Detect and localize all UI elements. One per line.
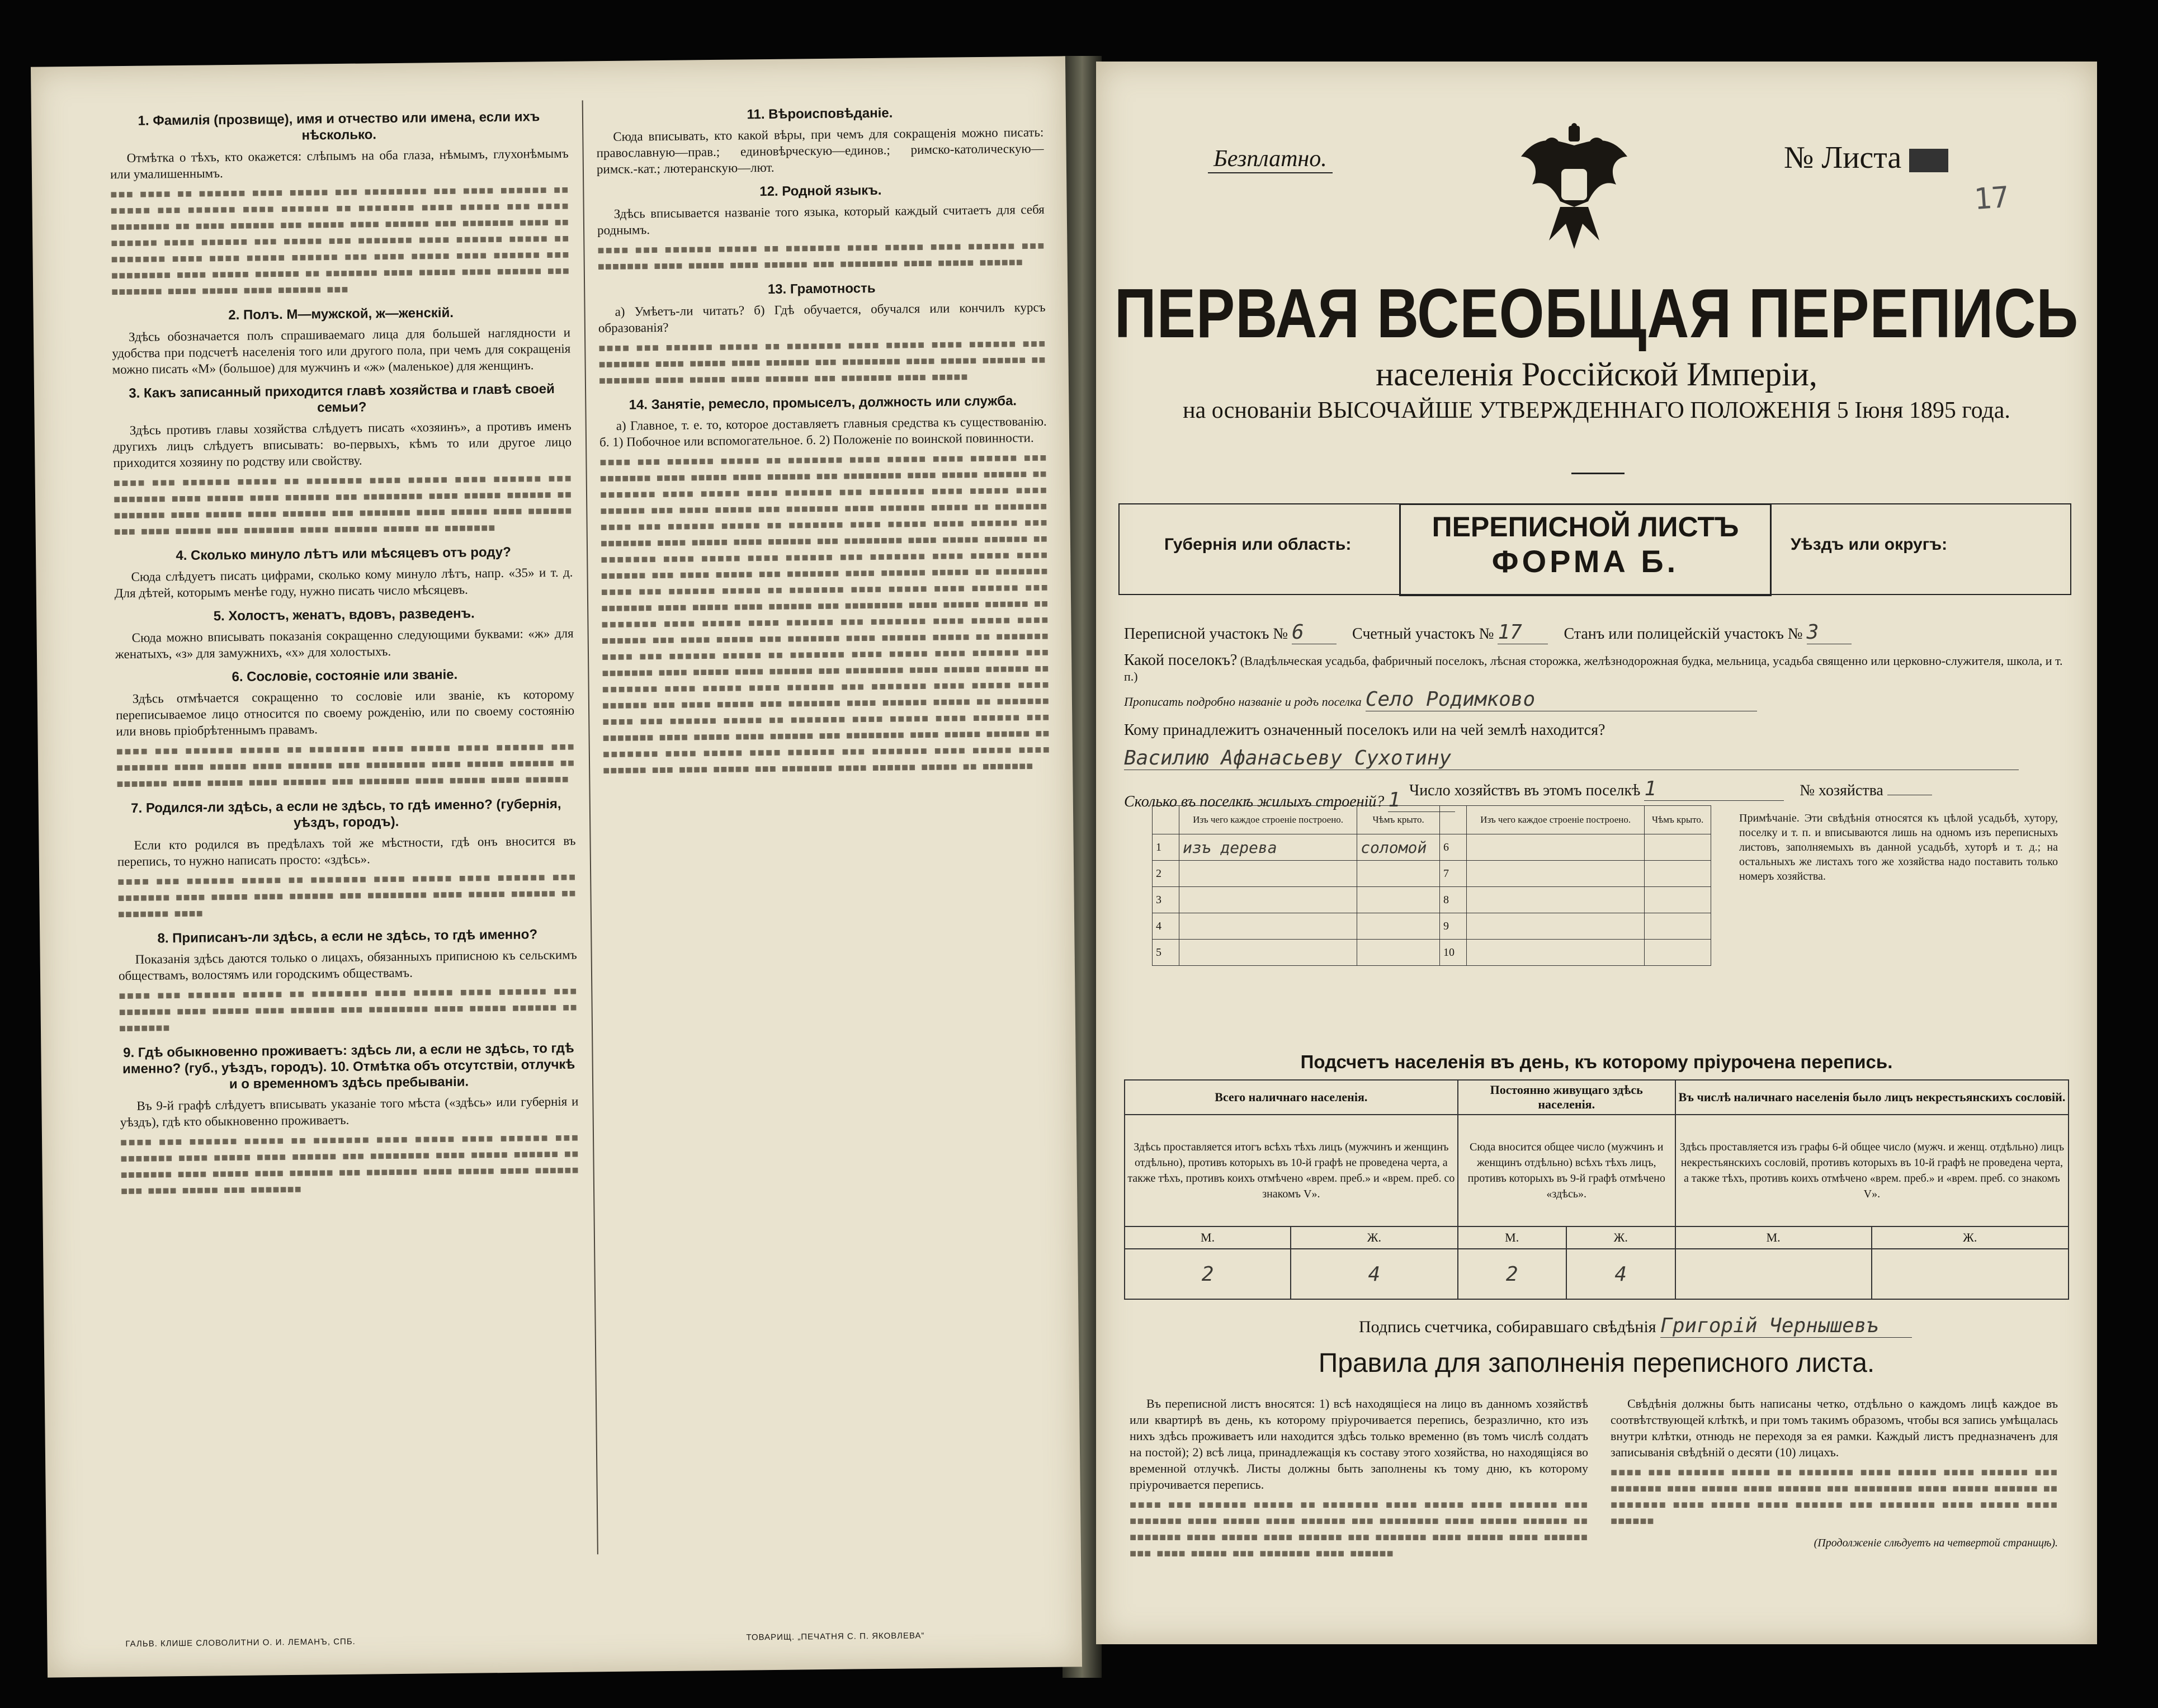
page-title: ПЕРВАЯ ВСЕОБЩАЯ ПЕРЕПИСЬ bbox=[1114, 275, 2079, 353]
section-heading: 13. Грамотность bbox=[767, 280, 876, 297]
small-print-block: ■■■■ ■■■ ■■■■■■ ■■■■■ ■■ ■■■■■■■ ■■■■ ■■■■■ ■■■■ ■■■■■■ ■■■ ■■■■■■■ ■■■■ ■■■■■ ■■■■ ■■■■■■ ■■■ ■■■■■■■■ ■■■■ ■■■■■ ■■■■■■ ■■ ■■■■■■■ ■■■■ ■■■■■ ■■■■ ■■■■■■ ■■■ ■■■■■■■ ■■■■ ■■■■■ ■■■■ ■■■■■■ ■■■ ■■■■ ■■■■■ ■■■ ■■■■■■■ ■■■■ ■■■■■■ bbox=[1130, 1499, 1588, 1560]
count-cell[interactable]: 4 bbox=[1291, 1249, 1458, 1299]
households-value: 1 bbox=[1644, 777, 1784, 801]
sheet-number-handwritten: 17 bbox=[1972, 180, 2010, 217]
instructions-column-1 bbox=[110, 101, 580, 1205]
double-headed-eagle-emblem bbox=[1515, 123, 1633, 252]
form-title-box bbox=[1399, 503, 1772, 596]
population-count-table: Всего наличнаго населенія. Постоянно живущаго здѣсь населенія. Въ числѣ наличнаго населенія было лицъ некрестьянскихъ сословій. Здѣсь проставляется итогъ всѣхъ тѣхъ лицъ (мужчинъ и женщинъ отдѣльно), противъ которыхъ въ 10-й графѣ не проведена черта, а также тѣхъ, противъ коихъ отмѣчено «врем. преб.» и «врем. преб. со знакомъ V». Сюда вносится общее число (мужчинъ и женщинъ отдѣльно) всѣхъ тѣхъ лицъ, противъ которыхъ въ 9-й графѣ отмѣчено «здѣсь». Здѣсь проставляется изъ графы 6-й общее число (мужч. и женщ. отдѣльно) лицъ некрестьянскихъ сословій, противъ которыхъ въ 10-й графѣ не проведена черта, а также тѣхъ, противъ коихъ отмѣчено «врем. преб.» и «врем. преб. со знакомъ V». М. Ж. М. Ж. М. Ж. 2 4 2 4 bbox=[1124, 1079, 2069, 1300]
small-print-block: ■■■■ ■■■ ■■■■■■ ■■■■■ ■■ ■■■■■■■ ■■■■ ■■■■■ ■■■■ ■■■■■■ ■■■ ■■■■■■■ ■■■■ ■■■■■ ■■■■ ■■■■■■ ■■■ ■■■■■■■■ ■■■■ ■■■■■ ■■■■■■ ■■ ■■■■■■■ ■■■■ ■■■■■ ■■■■ ■■■■■■ ■■■ ■■■■■■■ ■■■■ ■■■■■ ■■■■ ■■■■■■ ■■■ ■■■■ ■■■■■ ■■■ ■■■■■■■ ■■■■ ■■■■■■ ■■■■■ ■■ ■■■■■■■ bbox=[113, 472, 573, 539]
rules-column-1: Въ переписной листъ вносятся: 1) всѣ находящіеся на лицо въ данномъ хозяйствѣ или квартирѣ въ день, къ которому пріурочивается перепись, безразлично, кто изъ нихъ здѣсь проживаетъ или находится здѣсь только временно (въ томъ числѣ солдатъ на постой); 2) всѣ лица, принадлежащія къ составу этого хозяйства, но находящіяся во временной отлучкѣ. Листы должны быть заполнены къ тому дню, къ которому пріурочивается перепись. ■■■■ ■■■ ■■■■■■ ■■■■■ ■■ ■■■■■■■ ■■■■ ■■■■■ ■■■■ ■■■■■■ ■■■ ■■■■■■■ ■■■■ ■■■■■ ■■■■ ■■■■■■ ■■■ ■■■■■■■■ ■■■■ ■■■■■ ■■■■■■ ■■ ■■■■■■■ ■■■■ ■■■■■ ■■■■ ■■■■■■ ■■■ ■■■■■■■ ■■■■ ■■■■■ ■■■■ ■■■■■■ ■■■ ■■■■ ■■■■■ ■■■ ■■■■■■■ ■■■■ ■■■■■■ bbox=[1130, 1395, 1588, 1568]
divider bbox=[1571, 473, 1625, 474]
section-text: Здѣсь отмѣчается сокращенно то сословіе или званіе, къ которому переписываемое лицо относится по своему рожденію, или по своему состоянію или вновь пріобрѣтеннымъ правамъ. bbox=[115, 687, 575, 739]
section-text: Отмѣтка о тѣхъ, кто окажется: слѣпымъ на оба глаза, нѣмымъ, глухонѣмымъ или умалишеннымъ. bbox=[110, 146, 569, 182]
material-header: Изъ чего каждое строеніе построено. bbox=[1467, 806, 1645, 834]
form-header-frame bbox=[1118, 503, 2071, 595]
table-row: 5 10 bbox=[1153, 940, 1711, 966]
printer-imprint: ГАЛЬВ. КЛИШЕ СЛОВОЛИТНИ О. И. ЛЕМАНЪ, СПБ. bbox=[125, 1636, 356, 1649]
count-cell[interactable] bbox=[1675, 1249, 1872, 1299]
roof-header: Чѣмъ крыто. bbox=[1645, 806, 1711, 834]
printer-imprint: ТОВАРИЩ. „ПЕЧАТНЯ С. П. ЯКОВЛЕВА“ bbox=[746, 1631, 925, 1643]
section-heading: 9. Гдѣ обыкновенно проживаетъ: здѣсь ли, а если не здѣсь, то гдѣ именно? (губ., уѣздъ, городъ). 10. Отмѣтка объ отсутствіи, отлучкѣ и о временномъ здѣсь пребываніи. bbox=[122, 1040, 575, 1092]
small-print-block: ■■■■ ■■■ ■■■■■■ ■■■■■ ■■ ■■■■■■■ ■■■■ ■■■■■ ■■■■ ■■■■■■ ■■■ ■■■■■■■ ■■■■ ■■■■■ ■■■■ ■■■■■■ ■■■ ■■■■■■■■ ■■■■ ■■■■■ ■■■■■■ bbox=[597, 239, 1045, 273]
section-text: Здѣсь обозначается полъ спрашиваемаго лица для большей наглядности и удобства при подсчетѣ населенія того или другого пола, при чемъ для сокращенія можно писать «М» (большое) для мужчинъ и «ж» (маленькое) для женщинъ. bbox=[112, 325, 571, 377]
enumerator-signature-line: Подпись счетчика, собиравшаго свѣдѣнія Григорій Чернышевъ bbox=[1359, 1314, 1912, 1338]
owner-value: Василию Афанасьеву Сухотину bbox=[1124, 747, 2019, 770]
count-values-row bbox=[1125, 1249, 2069, 1299]
section-heading: 3. Какъ записанный приходится главѣ хозяйства и главѣ своей семьи? bbox=[129, 381, 555, 416]
section-text: Сюда вписывать, кто какой вѣры, при чемъ для сокращенія можно писать: православную—прав.; единовѣрческую—единов.; римско-католическую—римск.-кат.; лютеранскую—лют. bbox=[596, 125, 1044, 177]
small-print-block: ■■■■ ■■■ ■■■■■■ ■■■■■ ■■ ■■■■■■■ ■■■■ ■■■■■ ■■■■ ■■■■■■ ■■■ ■■■■■■■ ■■■■ ■■■■■ ■■■■ ■■■■■■ ■■■ ■■■■■■■■ ■■■■ ■■■■■ ■■■■■■ ■■ ■■■■■■■ ■■■■ ■■■■■ ■■■■ ■■■■■■ ■■■ ■■■■■■■ ■■■■ ■■■■■ ■■■■ ■■■■■■ ■■■ ■■■■ ■■■■■ ■■■ ■■■■■■■ bbox=[120, 1131, 579, 1198]
section-text: Здѣсь противъ главы хозяйства слѣдуетъ писать «хозяинъ», а противъ именъ другихъ лицъ слѣдуетъ вписывать: во-первыхъ, кѣмъ то или другое лицо приходится хозяину по родству или свойству. bbox=[112, 418, 572, 470]
building-material-cell[interactable]: изъ дерева bbox=[1179, 834, 1357, 861]
guberniya-label: Губернія или область: bbox=[1164, 535, 1352, 554]
section-text: Показанія здѣсь даются только о лицахъ, обязанныхъ приписною къ сельскимъ обществамъ, волостямъ или городскимъ обществамъ. bbox=[118, 947, 577, 983]
small-print-block: ■■■■ ■■■ ■■■■■■ ■■■■■ ■■ ■■■■■■■ ■■■■ ■■■■■ ■■■■ ■■■■■■ ■■■ ■■■■■■■ ■■■■ ■■■■■ ■■■■ ■■■■■■ ■■■ ■■■■■■■■ ■■■■ ■■■■■ ■■■■■■ ■■ ■■■■■■■ ■■■■ ■■■■■ ■■■■ ■■■■■■ ■■■ ■■■■■■■ ■■■■ ■■■■■ bbox=[598, 337, 1046, 388]
left-page-instructions bbox=[31, 56, 1082, 1677]
table-row: 2 7 bbox=[1153, 861, 1711, 887]
section-text: Сюда слѣдуетъ писать цифрами, сколько кому минуло лѣтъ, напр. «35» и т. д. Для дѣтей, которымъ менѣе году, нужно писать число мѣсяцевъ. bbox=[114, 565, 573, 601]
population-count-title: Подсчетъ населенія въ день, къ которому пріурочена перепись. bbox=[1300, 1051, 1893, 1072]
settlement-line: Какой поселокъ? (Владѣльческая усадьба, фабричный поселокъ, лѣсная сторожка, желѣзнодорожная будка, мельница, усадьба священно или церковно-служителя, школа, и т. п.) bbox=[1124, 652, 2063, 683]
column-divider bbox=[582, 100, 598, 1554]
section-heading: 14. Занятіе, ремесло, промыселъ, должность или служба. bbox=[629, 393, 1017, 413]
section-heading: 8. Приписанъ-ли здѣсь, а если не здѣсь, то гдѣ именно? bbox=[157, 927, 538, 946]
section-text: а) Главное, т. е. то, которое доставляетъ главныя средства къ существованію. б. 1) Побочное или вспомогательное. б. 2) Положеніе по воинской повинности. bbox=[599, 414, 1047, 450]
count-cell[interactable]: 4 bbox=[1566, 1249, 1675, 1299]
right-page-census-form bbox=[1096, 62, 2097, 1644]
section-heading: 5. Холостъ, женатъ, вдовъ, разведенъ. bbox=[213, 606, 475, 624]
rules-column-2: Свѣдѣнія должны быть написаны четко, отдѣльно о каждомъ лицѣ каждое въ соотвѣтствующей клѣткѣ, и при томъ такимъ образомъ, чтобы вся запись умѣщалась внутри клѣтки, отнюдь не переходя за ея рамки. Каждый листъ предназначенъ для записыванія свѣдѣній о десяти (10) лицахъ. ■■■■ ■■■ ■■■■■■ ■■■■■ ■■ ■■■■■■■ ■■■■ ■■■■■ ■■■■ ■■■■■■ ■■■ ■■■■■■■ ■■■■ ■■■■■ ■■■■ ■■■■■■ ■■■ ■■■■■■■■ ■■■■ ■■■■■ ■■■■■■ ■■ ■■■■■■■ ■■■■ ■■■■■ ■■■■ ■■■■■■ ■■■ ■■■■■■■ ■■■■ ■■■■■ ■■■■ ■■■■■■ (Продолженіе слѣдуетъ на четвертой страницѣ). bbox=[1611, 1395, 2058, 1551]
roof-header: Чѣмъ крыто. bbox=[1357, 806, 1440, 834]
sheet-number-label: № Листа bbox=[1784, 140, 1948, 176]
section-heading: 4. Сколько минуло лѣтъ или мѣсяцевъ отъ роду? bbox=[176, 544, 511, 564]
table-row: 1 изъ дерева соломой 6 bbox=[1153, 834, 1711, 861]
count-cell[interactable]: 2 bbox=[1458, 1249, 1566, 1299]
buildings-table bbox=[1152, 805, 1711, 966]
continued-note: (Продолженіе слѣдуетъ на четвертой страницѣ). bbox=[1814, 1537, 2058, 1549]
settlement-value: Село Родимково bbox=[1366, 688, 1757, 711]
free-label: Безплатно. bbox=[1208, 145, 1333, 173]
section-text: Въ 9-й графѣ слѣдуетъ вписывать указаніе того мѣста («здѣсь» или губернія и уѣздъ), гдѣ кто обыкновенно проживаетъ. bbox=[120, 1094, 579, 1130]
section-text: Здѣсь вписывается названіе того языка, который каждый считаетъ для себя роднымъ. bbox=[597, 202, 1045, 238]
table-row: 3 8 bbox=[1153, 887, 1711, 913]
owner-line: Кому принадлежитъ означенный поселокъ или на чей землѣ находится? bbox=[1124, 721, 1605, 739]
small-print-block: ■■■■ ■■■ ■■■■■■ ■■■■■ ■■ ■■■■■■■ ■■■■ ■■■■■ ■■■■ ■■■■■■ ■■■ ■■■■■■■ ■■■■ ■■■■■ ■■■■ ■■■■■■ ■■■ ■■■■■■■■ ■■■■ ■■■■■ ■■■■■■ ■■ ■■■■■■■ ■■■■ ■■■■■ ■■■■ ■■■■■■ ■■■ ■■■■■■■ ■■■■ ■■■■■ ■■■■ ■■■■■■ ■■■ ■■■■ ■■■■■ ■■■ ■■■■■■■ ■■■■ ■■■■■■ ■■■■■ ■■ ■■■■■■■ ■■■■ ■■■ ■■■■■■ ■■■■■ ■■ ■■■■■■■ ■■■■ ■■■■■ ■■■■ ■■■■■■ ■■■ ■■■■■■■ ■■■■ ■■■■■ ■■■■ ■■■■■■ ■■■ ■■■■■■■■ ■■■■ ■■■■■ ■■■■■■ ■■ ■■■■■■■ ■■■■ ■■■■■ ■■■■ ■■■■■■ ■■■ ■■■■■■■ ■■■■ ■■■■■ ■■■■ ■■■■■■ ■■■ ■■■■ ■■■■■ ■■■ ■■■■■■■ ■■■■ ■■■■■■ ■■■■■ ■■ ■■■■■■■ ■■■■ ■■■ ■■■■■■ ■■■■■ ■■ ■■■■■■■ ■■■■ ■■■■■ ■■■■ ■■■■■■ ■■■ ■■■■■■■ ■■■■ ■■■■■ ■■■■ ■■■■■■ ■■■ ■■■■■■■■ ■■■■ ■■■■■ ■■■■■■ ■■ ■■■■■■■ ■■■■ ■■■■■ ■■■■ ■■■■■■ ■■■ ■■■■■■■ ■■■■ ■■■■■ ■■■■ ■■■■■■ ■■■ ■■■■ ■■■■■ ■■■ ■■■■■■■ ■■■■ ■■■■■■ ■■■■■ ■■ ■■■■■■■ ■■■■ ■■■ ■■■■■■ ■■■■■ ■■ ■■■■■■■ ■■■■ ■■■■■ ■■■■ ■■■■■■ ■■■ ■■■■■■■ ■■■■ ■■■■■ ■■■■ ■■■■■■ ■■■ ■■■■■■■■ ■■■■ ■■■■■ ■■■■■■ ■■ ■■■■■■■ ■■■■ ■■■■■ ■■■■ ■■■■■■ ■■■ ■■■■■■■ ■■■■ ■■■■■ ■■■■ ■■■■■■ ■■■ ■■■■ ■■■■■ ■■■ ■■■■■■■ ■■■■ ■■■■■■ ■■■■■ ■■ ■■■■■■■ ■■■■ ■■■ ■■■■■■ ■■■■■ ■■ ■■■■■■■ ■■■■ ■■■■■ ■■■■ ■■■■■■ ■■■ ■■■■■■■ ■■■■ ■■■■■ ■■■■ ■■■■■■ ■■■ ■■■■■■■■ ■■■■ ■■■■■ ■■■■■■ ■■ ■■■■■■■ ■■■■ ■■■■■ ■■■■ ■■■■■■ ■■■ ■■■■■■■ ■■■■ ■■■■■ ■■■■ ■■■■■■ ■■■ ■■■■ ■■■■■ ■■■ ■■■■■■■ ■■■■ ■■■■■■ ■■■■■ ■■ ■■■■■■■ bbox=[599, 451, 1050, 777]
section-heading: 2. Полъ. М—мужской, ж—женскій. bbox=[228, 305, 454, 323]
buildings-line: Сколько въ поселкѣ жилыхъ строеній? 1 bbox=[1124, 789, 2063, 812]
enumerator-signature: Григорій Чернышевъ bbox=[1660, 1314, 1912, 1338]
owner-value-line bbox=[1124, 747, 2063, 770]
total-population-header: Всего наличнаго населенія. bbox=[1125, 1080, 1458, 1115]
table-row: 4 9 bbox=[1153, 913, 1711, 940]
legal-basis: на основаніи ВЫСОЧАЙШЕ УТВЕРЖДЕННАГО ПОЛОЖЕНІЯ 5 Іюня 1895 года. bbox=[1183, 398, 2010, 423]
form-title: ПЕРЕПИСНОЙ ЛИСТЪ bbox=[1432, 511, 1739, 542]
section-text: а) Умѣетъ-ли читать? б) Гдѣ обучается, обучался или кончилъ курсъ образованія? bbox=[598, 300, 1046, 336]
section-heading: 12. Родной языкъ. bbox=[759, 182, 882, 200]
instructions-column-2 bbox=[596, 96, 1051, 785]
small-print-block: ■■■■ ■■■ ■■■■■■ ■■■■■ ■■ ■■■■■■■ ■■■■ ■■■■■ ■■■■ ■■■■■■ ■■■ ■■■■■■■ ■■■■ ■■■■■ ■■■■ ■■■■■■ ■■■ ■■■■■■■■ ■■■■ ■■■■■ ■■■■■■ ■■ ■■■■■■■ ■■■■ bbox=[117, 871, 577, 921]
non-peasant-header: Въ числѣ наличнаго населенія было лицъ некрестьянскихъ сословій. bbox=[1675, 1080, 2069, 1115]
small-print-block: ■■■■ ■■■ ■■■■■■ ■■■■■ ■■ ■■■■■■■ ■■■■ ■■■■■ ■■■■ ■■■■■■ ■■■ ■■■■■■■ ■■■■ ■■■■■ ■■■■ ■■■■■■ ■■■ ■■■■■■■■ ■■■■ ■■■■■ ■■■■■■ ■■ ■■■■■■■ bbox=[119, 985, 578, 1035]
buildings-note: Примѣчаніе. Эти свѣдѣнія относятся къ цѣлой усадьбѣ, хутору, поселку и т. п. и вписываются лишь на одномъ изъ переписныхъ листовъ, заполняемыхъ въ данной усадьбѣ, хуторѣ и т. д.; на остальныхъ же листахъ того же хозяйства надо поставить только номеръ хозяйства. bbox=[1739, 812, 2058, 883]
section-text: Если кто родился въ предѣлахъ той же мѣстности, гдѣ онъ вносится въ перепись, то нужно написать просто: «здѣсь». bbox=[117, 833, 576, 869]
form-type: ФОРМА Б. bbox=[1491, 544, 1679, 579]
district-value: 6 bbox=[1292, 621, 1337, 644]
buildings-value: 1 bbox=[1388, 789, 1455, 812]
households-line: Число хозяйствъ въ этомъ поселкѣ 1 № хозяйства bbox=[1409, 777, 2063, 801]
building-roof-cell[interactable]: соломой bbox=[1357, 834, 1440, 861]
count-district-value: 17 bbox=[1498, 621, 1548, 644]
section-heading: 7. Родился-ли здѣсь, а если не здѣсь, то гдѣ именно? (губернія, уѣздъ, городъ). bbox=[131, 796, 561, 831]
uezd-label: Уѣздъ или округъ: bbox=[1791, 535, 1948, 554]
section-text: Сюда можно вписывать показанія сокращенно следующими буквами: «ж» для женатыхъ, «з» для замужнихъ, «х» для холостыхъ. bbox=[115, 626, 574, 662]
settlement-value-line: Прописать подробно названіе и родъ поселка Село Родимково bbox=[1124, 688, 2063, 711]
section-heading: 6. Сословіе, состояніе или званіе. bbox=[232, 667, 458, 685]
material-header: Изъ чего каждое строеніе построено. bbox=[1179, 806, 1357, 834]
district-line: Переписной участокъ № 6 Счетный участокъ № 17 Станъ или полицейскій участокъ № 3 bbox=[1124, 621, 2063, 644]
count-cell[interactable] bbox=[1872, 1249, 2069, 1299]
stan-value: 3 bbox=[1807, 621, 1852, 644]
page-subtitle: населенія Россійской Имперіи, bbox=[1376, 356, 1817, 393]
small-print-block: ■■■■ ■■■ ■■■■■■ ■■■■■ ■■ ■■■■■■■ ■■■■ ■■■■■ ■■■■ ■■■■■■ ■■■ ■■■■■■■ ■■■■ ■■■■■ ■■■■ ■■■■■■ ■■■ ■■■■■■■■ ■■■■ ■■■■■ ■■■■■■ ■■ ■■■■■■■ ■■■■ ■■■■■ ■■■■ ■■■■■■ ■■■ ■■■■■■■ ■■■■ ■■■■■ ■■■■ ■■■■■■ bbox=[116, 740, 575, 791]
rules-title: Правила для заполненія переписного листа. bbox=[1318, 1348, 1875, 1378]
small-print-block: ■■■■ ■■■ ■■■■■■ ■■■■■ ■■ ■■■■■■■ ■■■■ ■■■■■ ■■■■ ■■■■■■ ■■■ ■■■■■■■ ■■■■ ■■■■■ ■■■■ ■■■■■■ ■■■ ■■■■■■■■ ■■■■ ■■■■■ ■■■■■■ ■■ ■■■■■■■ ■■■■ ■■■■■ ■■■■ ■■■■■■ ■■■ ■■■■■■■ ■■■■ ■■■■■ ■■■■ ■■■■■■ bbox=[1611, 1466, 2058, 1527]
count-cell[interactable]: 2 bbox=[1125, 1249, 1291, 1299]
section-heading: 11. Вѣроисповѣданіе. bbox=[747, 105, 893, 122]
small-print-block: ■■■ ■■■■ ■■ ■■■■■■ ■■■■ ■■■■■ ■■■ ■■■■■■■■ ■■■ ■■■■ ■■■■■■ ■■ ■■■■■ ■■■ ■■■■■■ ■■■■ ■■■■■■ ■■ ■■■■■■■ ■■■■ ■■■■■ ■■■ ■■■■ ■■■■■■■■ ■■ ■■■■ ■■■■■■ ■■■ ■■■■■ ■■■■ ■■■■■■ ■■■ ■■■■■■■ ■■■■ ■■ ■■■■■■ ■■■■ ■■■■■■ ■■■ ■■■■■ ■■■ ■■■■■■■ ■■■■ ■■■■■■ ■■■■■ ■■ ■■■■■■■ ■■■■ ■■■■ ■■■■■ ■■■■■■ ■■■ ■■■■ ■■■■■ ■■■■ ■■■■■■ ■■■ ■■■■■■■■ ■■■■ ■■■■■ ■■■■■■ ■■ ■■■■■■■ ■■■■ ■■■■■ ■■■■ ■■■■■■ ■■■ ■■■■■■■ ■■■■ ■■■■■ ■■■■ ■■■■■■ ■■■ bbox=[110, 183, 570, 299]
resident-population-header: Постоянно живущаго здѣсь населенія. bbox=[1458, 1080, 1675, 1115]
section-heading: 1. Фамилія (прозвище), имя и отчество или имена, если ихъ нѣсколько. bbox=[138, 109, 540, 143]
